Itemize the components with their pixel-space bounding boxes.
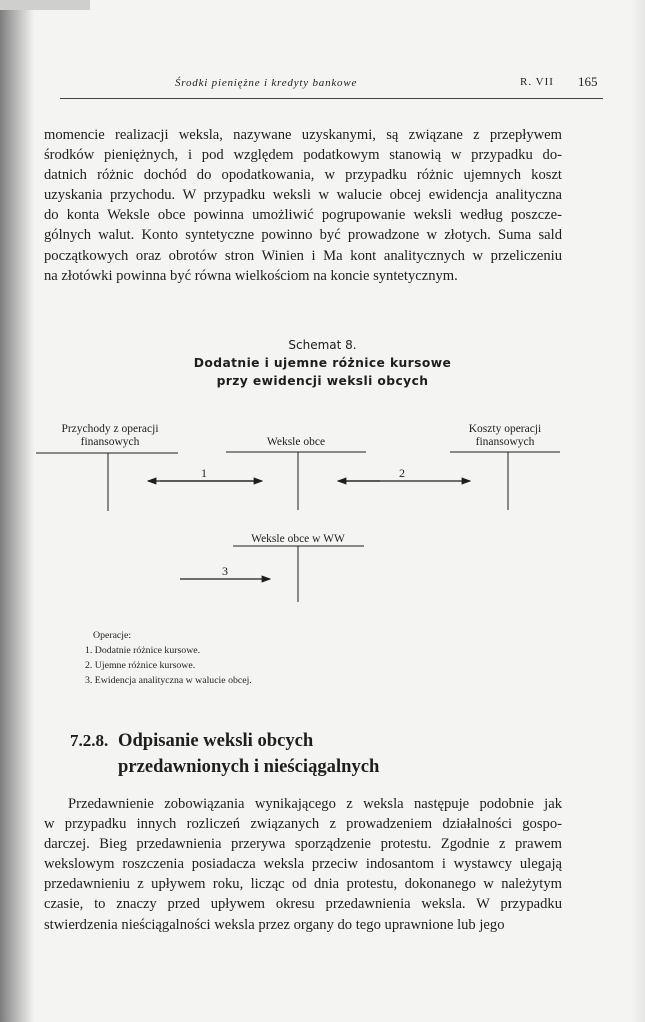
text-line: w przypadku innych rozliczeń związanych z prowadzeniem działalności gospo-	[44, 816, 562, 833]
running-header	[60, 74, 605, 98]
text-line: środków pieniężnych, i pod względem podatkowym stanowią w przypadku do-	[44, 147, 562, 164]
chapter-label: R. VII	[520, 76, 554, 88]
text-line: czasie, to znaczy przed upływem okresu przedawnienia weksla. W przypadku	[44, 896, 562, 913]
arrow-label-3: 3	[222, 564, 228, 578]
text-line: momencie realizacji weksla, nazywane uzyskanymi, są związane z przepływem	[44, 127, 562, 143]
legend-item: 1. Dodatnie różnice kursowe.	[85, 645, 201, 656]
text-line: na złotówki powinna być równa wielkościom na koncie syntetycznym.	[44, 267, 458, 284]
section-title-line1: Odpisanie weksli obcych	[118, 730, 314, 751]
scheme-legend	[85, 628, 252, 688]
section-heading	[118, 728, 379, 780]
legend-item: 2. Ujemne różnice kursowe.	[85, 660, 196, 671]
arrow-label-2: 2	[399, 466, 405, 480]
text-line: datnich różnic dochód do opodatkowania, w przypadku różnic ujemnych koszt	[44, 167, 562, 184]
account-foreign-bills-ww-label: Weksle obce w WW	[251, 533, 345, 545]
scan-mark	[0, 0, 90, 10]
page-number: 165	[578, 74, 598, 89]
t-account-diagram	[0, 415, 645, 615]
account-foreign-bills-label: Weksle obce	[266, 436, 326, 448]
text-line: darczej. Bieg przedawnienia przerywa sporządzenie protestu. Zgodnie z prawem	[44, 836, 562, 853]
header-rule	[60, 98, 603, 99]
paragraph-top	[44, 125, 562, 286]
section-title-line2: przedawnionych i nieściągalnych	[118, 756, 380, 777]
scheme-title-line1: Dodatnie i ujemne różnice kursowe	[193, 356, 452, 370]
text-line: uzyskania przychodu. W przypadku weksli w walucie obcej ewidencja analityczna	[44, 187, 562, 204]
text-line: gólnych walut. Konto syntetyczne powinno być prowadzone w złotych. Suma sald	[44, 227, 562, 244]
section-number: 7.2.8.	[70, 731, 109, 750]
legend-heading: Operacje:	[93, 630, 132, 641]
account-income-line1: Przychody z operacji	[61, 423, 159, 435]
account-income-line2: finansowych	[80, 436, 140, 448]
legend-item: 3. Ewidencja analityczna w walucie obcej.	[85, 675, 252, 686]
text-line: do konta Weksle obce powinna umożliwić pogrupowanie weksli według poszcze-	[44, 207, 562, 224]
text-line: początkowych oraz obrotów stron Winien i Ma kont analitycznych w przeliczeniu	[44, 247, 562, 264]
account-costs-line2: finansowych	[475, 436, 535, 448]
scheme-title-line2: przy ewidencji weksli obcych	[216, 374, 429, 388]
text-line: Przedawnienie zobowiązania wynikającego z weksla następuje podobnie jak	[68, 796, 562, 812]
diagram-lines	[0, 415, 645, 615]
text-line: przedawnieniu z upływem roku, licząc od dnia protestu, dokonanego w należytym	[44, 876, 562, 893]
running-title: Środki pieniężne i kredyty bankowe	[175, 77, 358, 89]
arrow-label-1: 1	[201, 466, 207, 480]
text-line: stwierdzenia nieściągalności weksla przez organy do tego uprawnione lub jego	[44, 916, 505, 933]
scheme-label: Schemat 8.	[288, 338, 357, 352]
paragraph-bottom	[44, 794, 562, 935]
text-line: wekslowym roszczenia posiadacza weksla przeciw indosantom i wystawcy ulegają	[44, 856, 562, 873]
account-costs-line1: Koszty operacji	[468, 423, 542, 435]
